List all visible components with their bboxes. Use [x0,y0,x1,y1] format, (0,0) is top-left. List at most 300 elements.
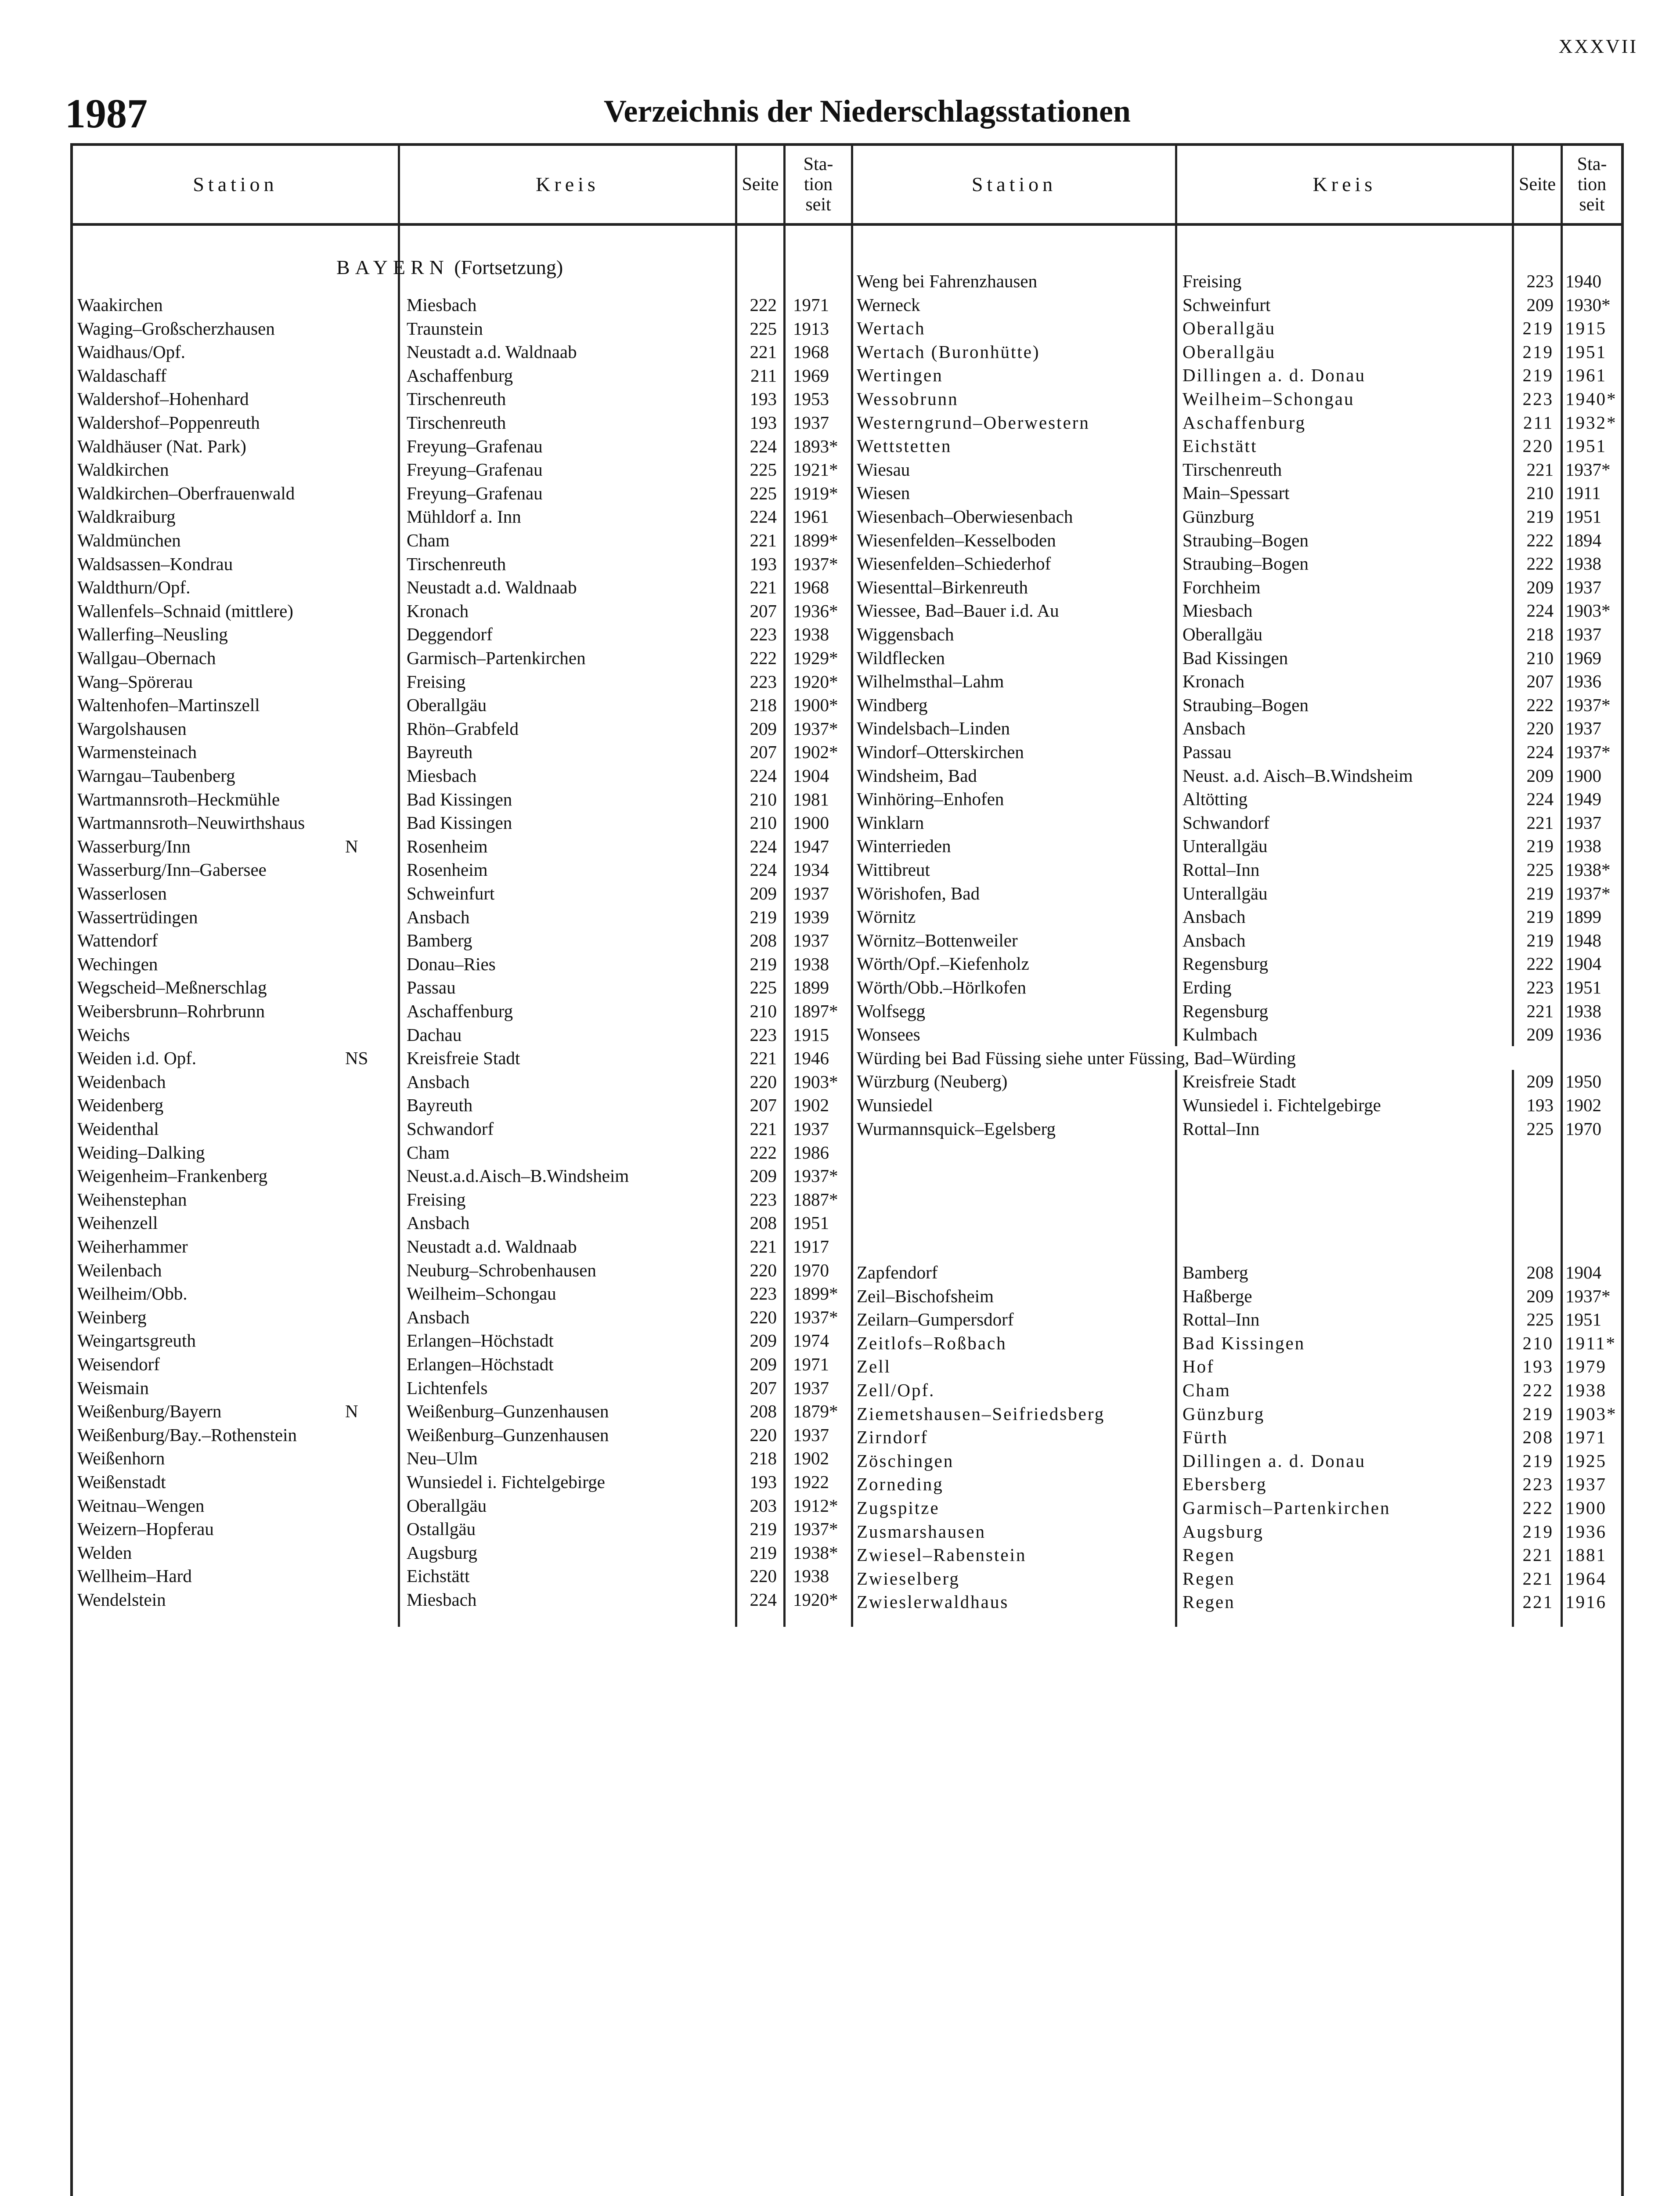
station-name: Weng bei Fahrenzhausen [857,271,1038,291]
station-flag: N [345,1401,358,1422]
seit-value: 1937 [793,930,829,951]
table-row [853,787,1624,811]
section-heading: BAYERN (Fortsetzung) [336,256,563,278]
table-row [73,646,851,670]
seite-value: 223 [1522,1474,1554,1495]
station-name: Wendelstein [77,1589,166,1610]
seit-value: 1937 [1565,624,1601,644]
kreis-name: Passau [407,977,456,998]
seit-value: 1937* [1565,694,1611,715]
station-name: Zusmarshausen [857,1521,986,1542]
seite-value: 209 [750,1330,777,1351]
header-station-seit-left: Sta- tion seit [803,154,833,215]
seite-value: 209 [1526,294,1554,315]
kreis-name: Eichstätt [407,1566,470,1586]
station-name: Weilenbach [77,1260,162,1280]
table-row [73,693,851,717]
seit-value: 1970 [1565,1118,1601,1139]
station-name: Wasserburg/Inn–Gabersee [77,860,267,880]
table-row [73,528,851,552]
station-name: Waldmünchen [77,530,181,550]
table-row [853,834,1624,858]
station-name: Weiherhammer [77,1236,188,1257]
table-row [73,481,851,505]
seite-value: 221 [750,577,777,598]
seit-value: 1899* [793,530,838,550]
table-row [73,1517,851,1541]
seite-value: 222 [750,648,777,668]
seite-value: 219 [1522,1450,1554,1471]
kreis-name: Erlangen–Höchstadt [407,1354,554,1374]
seit-value: 1902 [793,1448,829,1469]
table-row [73,599,851,623]
table-row [73,458,851,481]
station-name: Weingartsgreuth [77,1330,196,1351]
station-name: Waidhaus/Opf. [77,342,186,362]
seite-value: 224 [750,766,777,786]
kreis-name: Schwandorf [1182,812,1270,833]
seit-value: 1981 [793,789,829,809]
seit-value: 1894 [1565,530,1601,550]
station-name: Weißenhorn [77,1448,165,1469]
seit-value: 1936 [1565,1521,1607,1542]
kreis-name: Miesbach [407,1589,477,1610]
kreis-name: Bamberg [1182,1262,1248,1282]
seite-value: 221 [1522,1545,1554,1565]
seit-value: 1911 [1565,483,1601,503]
kreis-name: Kronach [1182,671,1245,692]
seite-value: 220 [1526,718,1554,739]
table-row [853,975,1624,999]
station-name: Zöschingen [857,1450,954,1471]
table-row [853,505,1624,528]
seite-value: 210 [1522,1333,1554,1353]
kreis-name: Schweinfurt [407,883,495,903]
seit-value: 1919* [793,483,838,503]
table-row [73,858,851,881]
table-row [853,599,1624,622]
kreis-name: Erding [1182,977,1232,997]
station-name: Wartmannsroth–Neuwirthshaus [77,813,305,833]
seit-value: 1900 [1565,765,1601,786]
seit-value: 1938 [793,954,829,974]
kreis-name: Ansbach [1182,718,1246,739]
seite-value: 225 [1526,860,1554,880]
seite-value: 207 [750,1377,777,1398]
station-name: Wiessee, Bad–Bauer i.d. Au [857,600,1059,621]
seit-value: 1968 [793,342,829,362]
seite-value: 222 [1526,694,1554,715]
station-name: Zeil–Bischofsheim [857,1286,994,1306]
seite-value: 193 [1522,1356,1554,1377]
page-number: XXXVII [1558,36,1638,57]
kreis-name: Ansbach [407,907,470,927]
kreis-name: Kreisfreie Stadt [407,1048,520,1069]
table-row [853,693,1624,717]
table-row [73,717,851,740]
kreis-name: Regen [1182,1592,1235,1612]
kreis-name: Schweinfurt [1182,294,1271,315]
seit-value: 1902 [793,1095,829,1116]
kreis-name: Weilheim–Schongau [407,1283,556,1304]
seite-value: 222 [1522,1380,1554,1400]
table-row [853,293,1624,317]
header-station-right: Station [971,173,1057,195]
station-name: Wettstetten [857,436,952,456]
kreis-name: Traunstein [407,318,483,339]
table-row [853,481,1624,505]
kreis-name: Eichstätt [1182,436,1258,456]
seit-value: 1971 [793,1354,829,1374]
station-name: Weißenstadt [77,1472,166,1492]
seit-value: 1937* [793,1166,838,1186]
station-name: Werneck [857,294,920,315]
seite-value: 224 [1526,789,1554,809]
seit-value: 1900 [793,813,829,833]
table-row [853,1331,1624,1355]
seite-value: 223 [1526,271,1554,291]
seit-value: 1936 [1565,671,1601,692]
station-name: Zorneding [857,1474,944,1495]
station-name: Weißenburg/Bayern [77,1401,222,1422]
kreis-name: Donau–Ries [407,954,496,974]
station-name: Weisendorf [77,1354,160,1374]
seit-value: 1911* [1565,1333,1616,1353]
table-row [853,1261,1624,1284]
kreis-name: Bad Kissingen [1182,1333,1305,1353]
station-name: Weidenbach [77,1071,166,1092]
seite-value: 224 [750,1589,777,1610]
seit-value: 1887* [793,1189,838,1210]
station-name: Wurmannsquick–Egelsberg [857,1118,1056,1139]
station-name: Winterrieden [857,836,951,856]
table-row [853,528,1624,552]
cross-reference-note [853,1046,1624,1070]
seite-value: 209 [1526,765,1554,786]
seit-value: 1979 [1565,1356,1607,1377]
station-name: Zeilarn–Gumpersdorf [857,1309,1014,1330]
kreis-name: Forchheim [1182,577,1261,597]
table-row [853,1496,1624,1520]
station-name: Wasserlosen [77,883,167,903]
seit-value: 1902* [793,742,838,762]
seite-value: 221 [750,342,777,362]
table-row [73,811,851,834]
kreis-name: Regen [1182,1545,1235,1565]
kreis-name: Rhön–Grabfeld [407,718,519,739]
table-row [853,811,1624,834]
seite-value: 210 [1526,483,1554,503]
table-row [853,1307,1624,1331]
seite-value: 218 [1526,624,1554,644]
station-name: Wunsiedel [857,1095,933,1115]
station-name: Windorf–Otterskirchen [857,742,1024,762]
kreis-name: Regen [1182,1568,1235,1589]
station-name: Zell/Opf. [857,1380,935,1400]
seit-value: 1986 [793,1142,829,1163]
table-row [853,552,1624,575]
seit-value: 1903* [793,1071,838,1092]
table-row [73,1093,851,1117]
station-name: Wang–Spörerau [77,671,193,692]
seite-value: 223 [1522,389,1554,409]
seit-value: 1915 [1565,318,1607,339]
station-name: Zwieslerwaldhaus [857,1592,1009,1612]
seite-value: 209 [1526,1071,1554,1092]
kreis-name: Haßberge [1182,1286,1252,1306]
seite-value: 222 [1526,530,1554,550]
kreis-name: Hof [1182,1356,1215,1377]
table-row [73,1470,851,1494]
seite-value: 219 [1526,930,1554,950]
seite-value: 219 [1522,341,1554,362]
kreis-name: Oberallgäu [407,695,487,715]
seite-value: 219 [1526,506,1554,527]
kreis-name: Erlangen–Höchstadt [407,1330,554,1351]
seit-value: 1902 [1565,1095,1601,1115]
seite-value: 223 [750,1283,777,1304]
table-row [73,952,851,976]
station-name: Waldthurn/Opf. [77,577,191,598]
table-row [73,881,851,905]
seit-value: 1903* [1565,1403,1617,1424]
seit-value: 1961 [793,506,829,527]
table-row [853,999,1624,1023]
kreis-name: Rottal–Inn [1182,1309,1260,1330]
station-name: Ziemetshausen–Seifriedsberg [857,1403,1105,1424]
seit-value: 1948 [1565,930,1601,950]
seite-value: 220 [750,1566,777,1586]
table-row [853,716,1624,740]
seite-value: 225 [750,459,777,480]
seit-value: 1953 [793,389,829,409]
seit-value: 1961 [1565,365,1607,386]
table-row [853,1284,1624,1308]
header-kreis-left: Kreis [536,173,599,195]
seit-value: 1937* [793,718,838,739]
seite-value: 224 [750,506,777,527]
station-table [70,143,1624,2196]
table-row [73,905,851,929]
header-station-seit-right: Sta- tion seit [1577,154,1607,215]
station-name: Wechingen [77,954,158,974]
kreis-name: Augsburg [407,1542,477,1563]
table-row [853,1425,1624,1449]
header-kreis-right: Kreis [1312,173,1377,195]
station-name: Wallenfels–Schnaid (mittlere) [77,600,293,621]
kreis-name: Neustadt a.d. Waldnaab [407,577,577,598]
kreis-name: Freyung–Grafenau [407,483,543,503]
seite-value: 203 [750,1495,777,1516]
kreis-name: Ansbach [407,1071,470,1092]
seit-value: 1932* [1565,412,1617,433]
kreis-name: Straubing–Bogen [1182,530,1309,550]
station-name: Wiggensbach [857,624,954,644]
seit-value: 1951 [1565,436,1607,456]
seite-value: 225 [1526,1118,1554,1139]
station-flag: N [345,836,358,856]
kreis-name: Unterallgäu [1182,836,1268,856]
seite-value: 219 [750,954,777,974]
kreis-name: Dillingen a. d. Donau [1182,365,1366,386]
kreis-name: Rosenheim [407,860,488,880]
station-name: Weizern–Hopferau [77,1519,214,1539]
seite-value: 210 [750,789,777,809]
seite-value: 224 [750,860,777,880]
table-row [73,1164,851,1188]
table-row [853,1354,1624,1378]
station-name: Weidenthal [77,1119,159,1139]
seit-value: 1951 [1565,506,1601,527]
header-seite-left: Seite [742,174,779,195]
station-name: Waldhäuser (Nat. Park) [77,436,246,456]
station-name: Wiesenfelden–Kesselboden [857,530,1056,550]
seite-value: 222 [1522,1498,1554,1518]
kreis-name: Oberallgäu [1182,318,1276,339]
station-name: Weinberg [77,1307,147,1327]
kreis-name: Oberallgäu [1182,341,1276,362]
table-row [853,575,1624,599]
station-name: Wörth/Opf.–Kiefenholz [857,954,1029,974]
kreis-name: Bad Kissingen [1182,647,1288,668]
seite-value: 208 [1526,1262,1554,1282]
seite-value: 210 [750,813,777,833]
kreis-name: Augsburg [1182,1521,1264,1542]
seite-value: 220 [750,1071,777,1092]
table-row [853,1472,1624,1496]
seit-value: 1970 [793,1260,829,1280]
station-name: Wonsees [857,1024,920,1045]
kreis-name: Neust. a.d. Aisch–B.Windsheim [1182,765,1413,786]
station-name: Zwieselberg [857,1568,960,1589]
table-row [73,1446,851,1470]
kreis-name: Oberallgäu [1182,624,1263,644]
seite-value: 223 [1526,977,1554,997]
seite-value: 209 [1526,1024,1554,1045]
kreis-name: Ostallgäu [407,1519,476,1539]
seit-value: 1937* [1565,459,1611,480]
station-name: Wassertrüdingen [77,907,198,927]
seit-value: 1971 [793,295,829,315]
seite-value: 210 [1526,647,1554,668]
seite-value: 224 [750,836,777,856]
seit-value: 1925 [1565,1450,1607,1471]
table-row [73,1046,851,1070]
station-name: Wörishofen, Bad [857,883,980,903]
table-row [73,787,851,811]
station-name: Wargolshausen [77,718,187,739]
kreis-name: Regensburg [1182,1000,1269,1021]
seit-value: 1881 [1565,1545,1607,1565]
seit-value: 1938 [1565,1380,1607,1400]
seite-value: 193 [1526,1095,1554,1115]
seite-value: 221 [1526,1000,1554,1021]
note-text: Würding bei Bad Füssing siehe unter Füssing, Bad–Würding [857,1046,1515,1070]
station-name: Wörnitz [857,907,916,927]
seite-value: 218 [750,1448,777,1469]
seit-value: 1916 [1565,1592,1607,1612]
seit-value: 1917 [793,1236,829,1257]
header-station-left: Station [193,173,278,195]
station-name: Wertach [857,318,926,339]
kreis-name: Deggendorf [407,624,493,645]
kreis-name: Aschaffenburg [407,1001,513,1021]
kreis-name: Bad Kissingen [407,789,512,809]
seit-value: 1951 [793,1213,829,1233]
seit-value: 1937* [793,1307,838,1327]
table-row [73,1494,851,1517]
seite-value: 209 [1526,577,1554,597]
kreis-name: Weißenburg–Gunzenhausen [407,1424,609,1445]
kreis-name: Rosenheim [407,836,488,856]
seit-value: 1879* [793,1401,838,1422]
kreis-name: Tirschenreuth [407,412,506,433]
seite-value: 220 [1522,436,1554,456]
seite-value: 224 [750,436,777,456]
seit-value: 1899 [793,977,829,998]
seite-value: 223 [750,1189,777,1210]
seit-value: 1971 [1565,1427,1607,1448]
seite-value: 211 [1523,412,1554,433]
seit-value: 1930* [1565,294,1611,315]
table-row [853,928,1624,952]
seit-value: 1951 [1565,977,1601,997]
table-row [73,1282,851,1305]
station-name: Weilheim/Obb. [77,1283,187,1304]
seite-value: 208 [1522,1427,1554,1448]
station-name: Zirndorf [857,1427,928,1448]
station-name: Zell [857,1356,891,1377]
seite-value: 210 [750,1001,777,1021]
seite-value: 223 [750,624,777,645]
table-row [853,669,1624,693]
seit-value: 1903* [1565,600,1611,621]
kreis-name: Wunsiedel i. Fichtelgebirge [407,1472,605,1492]
kreis-name: Straubing–Bogen [1182,553,1309,574]
station-name: Weiding–Dalking [77,1142,205,1163]
seite-value: 224 [1526,600,1554,621]
seit-value: 1937* [1565,742,1611,762]
table-row [73,1141,851,1164]
station-name: Wörth/Obb.–Hörlkofen [857,977,1026,997]
kreis-name: Neuburg–Schrobenhausen [407,1260,596,1280]
seit-value: 1964 [1565,1568,1607,1589]
seite-value: 209 [750,1166,777,1186]
kreis-name: Ansbach [1182,930,1246,950]
kreis-name: Rottal–Inn [1182,1118,1260,1139]
seite-value: 219 [1522,1521,1554,1542]
seite-value: 193 [750,553,777,574]
kreis-name: Ansbach [1182,907,1246,927]
seit-value: 1951 [1565,1309,1601,1330]
seite-value: 209 [750,1354,777,1374]
station-name: Zeitlofs–Roßbach [857,1333,1007,1353]
kreis-name: Neustadt a.d. Waldnaab [407,1236,577,1257]
station-name: Wiesenfelden–Schiederhof [857,553,1051,574]
seite-value: 209 [750,718,777,739]
table-row [73,364,851,387]
seit-value: 1969 [1565,647,1601,668]
year: 1987 [65,91,148,137]
seit-value: 1937 [793,883,829,903]
station-flag: NS [345,1048,368,1069]
kreis-name: Freising [407,671,466,692]
station-name: Weismain [77,1377,149,1398]
seite-value: 208 [750,1213,777,1233]
seit-value: 1921* [793,459,838,480]
table-row [853,622,1624,646]
table-row [853,411,1624,434]
